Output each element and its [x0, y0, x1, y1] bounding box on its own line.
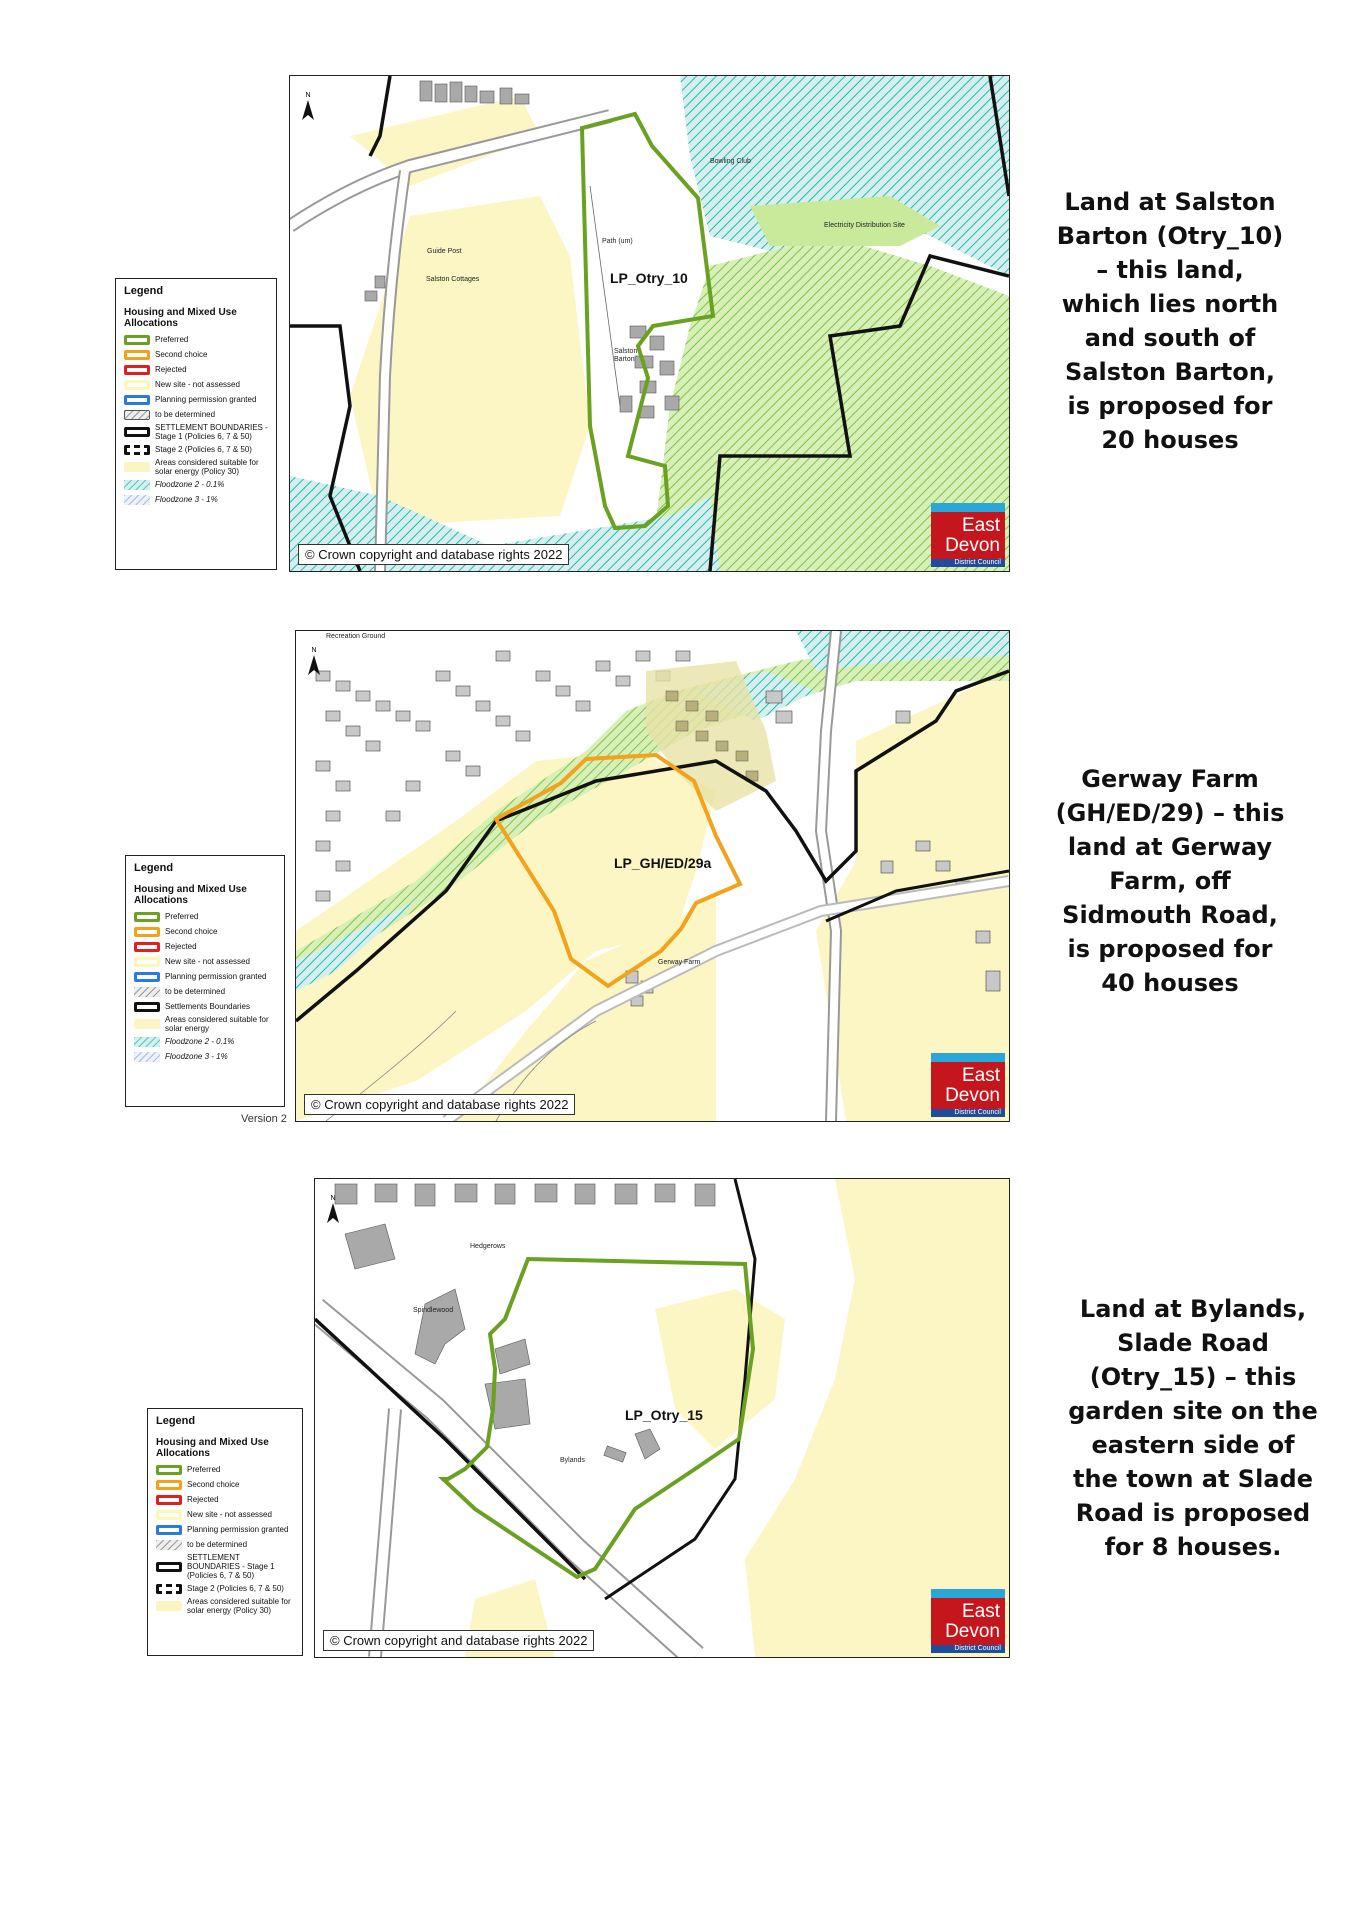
legend-item-flood3: Floodzone 3 - 1%: [124, 493, 268, 506]
legend-subtitle: Housing and Mixed Use Allocations: [156, 1437, 269, 1459]
legend-item-rejected: Rejected: [124, 363, 268, 376]
place-label: Gerway Farm: [658, 959, 701, 966]
east-devon-logo: East Devon District Council: [931, 503, 1005, 567]
legend-item-flood2: Floodzone 2 - 0.1%: [124, 478, 268, 491]
map-bylands: [314, 1178, 1010, 1658]
copyright-notice: © Crown copyright and database rights 2022: [323, 1630, 594, 1651]
svg-text:N: N: [311, 647, 317, 654]
map2-canvas: [296, 631, 1009, 1121]
legend-item-preferred: Preferred: [124, 333, 268, 346]
legend-item-solar: Areas considered suitable for solar energy (Policy 30): [156, 1597, 294, 1615]
legend-item-planning: Planning permission granted: [124, 393, 268, 406]
legend-item-rejected: Rejected: [156, 1493, 294, 1506]
place-label: Guide Post: [427, 248, 462, 255]
copyright-notice: © Crown copyright and database rights 2022: [304, 1094, 575, 1115]
site-label: LP_GH/ED/29a: [614, 855, 712, 871]
site-label: LP_Otry_10: [610, 270, 688, 286]
legend-item-boundary: SETTLEMENT BOUNDARIES - Stage 1 (Policies 6, 7 & 50): [156, 1553, 294, 1580]
place-label: Salston: [614, 348, 638, 355]
legend-item-boundary: SETTLEMENT BOUNDARIES - Stage 1 (Policies 6, 7 & 50): [124, 423, 268, 441]
legend-title: Legend: [124, 285, 164, 297]
description-map2: Gerway Farm (GH/ED/29) – this land at Gerway Farm, off Sidmouth Road, is proposed for 40 houses: [1055, 765, 1285, 997]
legend-item-new-site: New site - not assessed: [156, 1508, 294, 1521]
legend-title: Legend: [156, 1415, 196, 1427]
legend-title: Legend: [134, 862, 174, 874]
place-label: Barton: [614, 356, 635, 363]
legend-item-planning: Planning permission granted: [134, 970, 276, 983]
legend-item-second: Second choice: [134, 925, 276, 938]
legend-map1: [115, 278, 277, 570]
place-label: Bowling Club: [710, 158, 751, 165]
svg-text:N: N: [330, 1195, 336, 1202]
legend-item-flood3: Floodzone 3 - 1%: [134, 1050, 276, 1063]
legend-item-flood2: Floodzone 2 - 0.1%: [134, 1035, 276, 1048]
svg-text:N: N: [305, 92, 311, 99]
place-label: Salston Cottages: [426, 276, 480, 283]
place-label: Hedgerows: [470, 1243, 506, 1250]
legend-item-preferred: Preferred: [134, 910, 276, 923]
legend-subtitle: Housing and Mixed Use Allocations: [134, 884, 247, 906]
version-label: Version 2: [241, 1113, 287, 1125]
map-gerway-farm: [295, 630, 1010, 1122]
description-map1: Land at Salston Barton (Otry_10) – this land, which lies north and south of Salston Barton, is proposed for 20 houses: [1056, 188, 1284, 454]
description-map3: Land at Bylands, Slade Road (Otry_15) – this garden site on the eastern side of the town at Slade Road is proposed for 8 houses.: [1068, 1295, 1318, 1561]
legend-map2: [125, 855, 285, 1107]
legend-item-preferred: Preferred: [156, 1463, 294, 1476]
legend-item-stage2: Stage 2 (Policies 6, 7 & 50): [156, 1582, 294, 1595]
map1-canvas: [290, 76, 1009, 571]
legend-item-new-site: New site - not assessed: [134, 955, 276, 968]
legend-item-solar: Areas considered suitable for solar energy (Policy 30): [124, 458, 268, 476]
legend-item-second: Second choice: [124, 348, 268, 361]
legend-item-solar: Areas considered suitable for solar energy: [134, 1015, 276, 1033]
legend-item-tbd: to be determined: [134, 985, 276, 998]
legend-item-boundary: Settlements Boundaries: [134, 1000, 276, 1013]
legend-item-second: Second choice: [156, 1478, 294, 1491]
legend-item-new-site: New site - not assessed: [124, 378, 268, 391]
place-label: Spindlewood: [413, 1307, 454, 1314]
place-label: Electricity Distribution Site: [824, 222, 905, 229]
legend-item-tbd: to be determined: [156, 1538, 294, 1551]
north-arrow-icon: [323, 1193, 343, 1227]
place-label: Bylands: [560, 1457, 585, 1464]
copyright-notice: © Crown copyright and database rights 2022: [298, 544, 569, 565]
legend-item-planning: Planning permission granted: [156, 1523, 294, 1536]
east-devon-logo: East Devon District Council: [931, 1589, 1005, 1653]
place-label: Path (um): [602, 238, 633, 245]
legend-item-tbd: to be determined: [124, 408, 268, 421]
legend-map3: [147, 1408, 303, 1656]
site-label: LP_Otry_15: [625, 1407, 703, 1423]
legend-item-rejected: Rejected: [134, 940, 276, 953]
north-arrow-icon: [298, 90, 318, 124]
legend-subtitle: Housing and Mixed Use Allocations: [124, 307, 237, 329]
map-salston-barton: [289, 75, 1010, 572]
place-label: Recreation Ground: [326, 633, 386, 640]
east-devon-logo: East Devon District Council: [931, 1053, 1005, 1117]
north-arrow-icon: [304, 645, 324, 679]
legend-item-stage2: Stage 2 (Policies 6, 7 & 50): [124, 443, 268, 456]
